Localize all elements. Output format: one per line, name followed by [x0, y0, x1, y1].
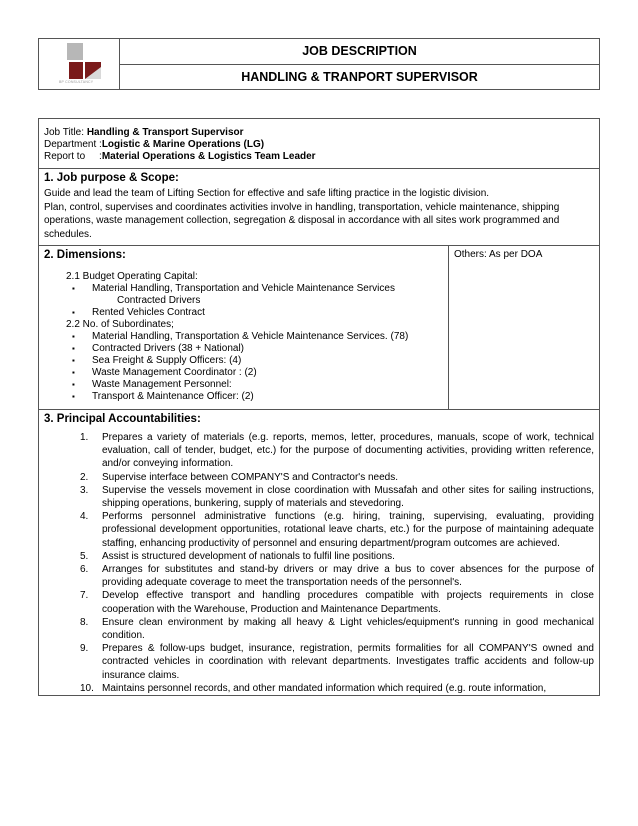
purpose-paragraph-1: Guide and lead the team of Lifting Section for effective and safe lifting practice in the logistic division.	[44, 188, 490, 199]
list-item	[44, 563, 594, 589]
bullet-icon: ▪	[72, 368, 75, 377]
bullet-icon: ▪	[72, 392, 75, 401]
logo-caption: BP CONSULTANCY	[59, 80, 94, 84]
list-item	[44, 589, 594, 615]
list-item: ▪ Contracted Drivers (38 + National)	[72, 343, 245, 354]
department-value: Logistic & Marine Operations (LG)	[101, 139, 265, 150]
list-item: ▪ Transport & Maintenance Officer: (2)	[72, 391, 254, 402]
job-title-line: Job Title: Handling & Transport Supervisor	[44, 127, 244, 138]
item-text: Supervise the vessels movement in close coordination with Mussafah and other sites for sailing instructions, shipping operations, bunkering, supply of materials and stevedoring.	[102, 484, 594, 510]
item-text: Supervise interface between COMPANY'S and Contractor's needs.	[102, 471, 399, 483]
item-text: Ensure clean environment by making all heavy & Light vehicles/equipment's running in good mechanical condition.	[102, 616, 594, 642]
dimensions-title: 2. Dimensions:	[44, 249, 126, 261]
purpose-title: 1. Job purpose & Scope:	[44, 172, 179, 184]
list-item	[44, 616, 594, 642]
report-line: Report to :Material Operations & Logistics Team Leader	[44, 151, 316, 162]
purpose-section	[39, 168, 599, 245]
list-item	[44, 510, 594, 550]
department-line: Department :Logistic & Marine Operations (LG)	[44, 139, 265, 150]
item-text: Prepares & follow-ups budget, insurance, registration, permits formalities for all COMPANY'S owned and contracted vehicles in coordination with relevant departments. Investigates traffic accidents and follow-up insurance claims.	[102, 643, 594, 681]
item-number: 4.	[80, 511, 89, 523]
dimensions-main	[39, 246, 449, 409]
document-subtitle: HANDLING & TRANPORT SUPERVISOR	[120, 64, 599, 90]
budget-heading: 2.1 Budget Operating Capital:	[66, 271, 198, 282]
job-description-table	[38, 118, 600, 696]
document-header	[38, 38, 600, 90]
item-number: 9.	[80, 643, 89, 655]
purpose-paragraph-2: Plan, control, supervises and coordinates activities involve in handling, transportation, vehicle maintenance, shipping operations, waste management collection, segregation & disposal in accordance with all sites work programmed and schedules.	[44, 201, 560, 240]
item-number: 6.	[80, 564, 89, 576]
bullet-icon: ▪	[72, 344, 75, 353]
item-number: 7.	[80, 590, 89, 602]
accountabilities-section	[39, 409, 599, 695]
dimensions-section	[39, 245, 599, 409]
item-number: 5.	[80, 550, 89, 562]
accountabilities-list	[44, 431, 594, 695]
list-item	[44, 682, 594, 695]
document-page	[38, 38, 600, 696]
list-item: ▪ Rented Vehicles Contract	[72, 307, 205, 318]
accountabilities-title: 3. Principal Accountabilities:	[44, 413, 201, 425]
item-text: Assist is structured development of nationals to fulfil line positions.	[102, 550, 395, 562]
list-item: ▪ Material Handling, Transportation & Vehicle Maintenance Services. (78)	[72, 331, 409, 342]
bullet-icon: ▪	[72, 332, 75, 341]
title-cell	[120, 39, 599, 89]
bullet-icon: ▪	[72, 356, 75, 365]
dimensions-others: Others: As per DOA	[454, 249, 543, 260]
document-title: JOB DESCRIPTION	[302, 44, 417, 59]
item-number: 3.	[80, 484, 89, 496]
list-item: ▪ Material Handling, Transportation and Vehicle Maintenance Services	[72, 283, 395, 294]
logo-cell	[39, 39, 120, 89]
item-number: 1.	[80, 432, 89, 443]
bullet-icon: ▪	[72, 308, 75, 317]
dimensions-list	[44, 271, 443, 403]
bullet-icon: ▪	[72, 284, 75, 293]
list-item	[44, 484, 594, 510]
item-text: Prepares a variety of materials (e.g. reports, memos, letter, procedures, manuals, scope of work, technical evaluation, call of tender, budget, etc.) for the purpose of documenting activities, providing written reference, and/or conveying information.	[102, 432, 594, 470]
list-item	[44, 431, 594, 471]
company-logo	[67, 43, 101, 79]
list-item	[44, 550, 594, 563]
item-number: 10.	[80, 682, 94, 694]
subordinates-heading: 2.2 No. of Subordinates;	[66, 319, 174, 330]
item-text: Arranges for substitutes and stand-by drivers or may drive a bus to cover absences for the purpose of providing adequate coverage to meet the transportation needs of the personnel's.	[102, 564, 594, 589]
item-text: Develop effective transport and handling procedures compatible with projects requirements in close cooperation with the Warehouse, Production and Maintenance Departments.	[102, 590, 594, 615]
item-text: Performs personnel administrative functions (e.g. hiring, training, supervising, evaluating, providing professional development opportunities, rotational leave charts, etc.) for the purpose of maintaining adequate staffing, enhancing productivity of personnel and ensuring department/program outcomes are achieved.	[102, 511, 594, 549]
job-title-value: Handling & Transport Supervisor	[86, 127, 244, 138]
bullet-icon: ▪	[72, 380, 75, 389]
report-value: Material Operations & Logistics Team Leader	[101, 151, 316, 162]
item-text: Maintains personnel records, and other mandated information which required (e.g. route information,	[102, 682, 547, 694]
job-meta	[39, 119, 599, 168]
list-item: ▪ Waste Management Coordinator : (2)	[72, 367, 257, 378]
list-item: Contracted Drivers	[117, 295, 201, 306]
list-item: ▪ Sea Freight & Supply Officers: (4)	[72, 355, 242, 366]
item-number: 2.	[80, 471, 89, 483]
list-item: ▪ Waste Management Personnel:	[72, 379, 232, 390]
list-item	[44, 642, 594, 682]
list-item	[44, 471, 594, 484]
item-number: 8.	[80, 616, 89, 628]
